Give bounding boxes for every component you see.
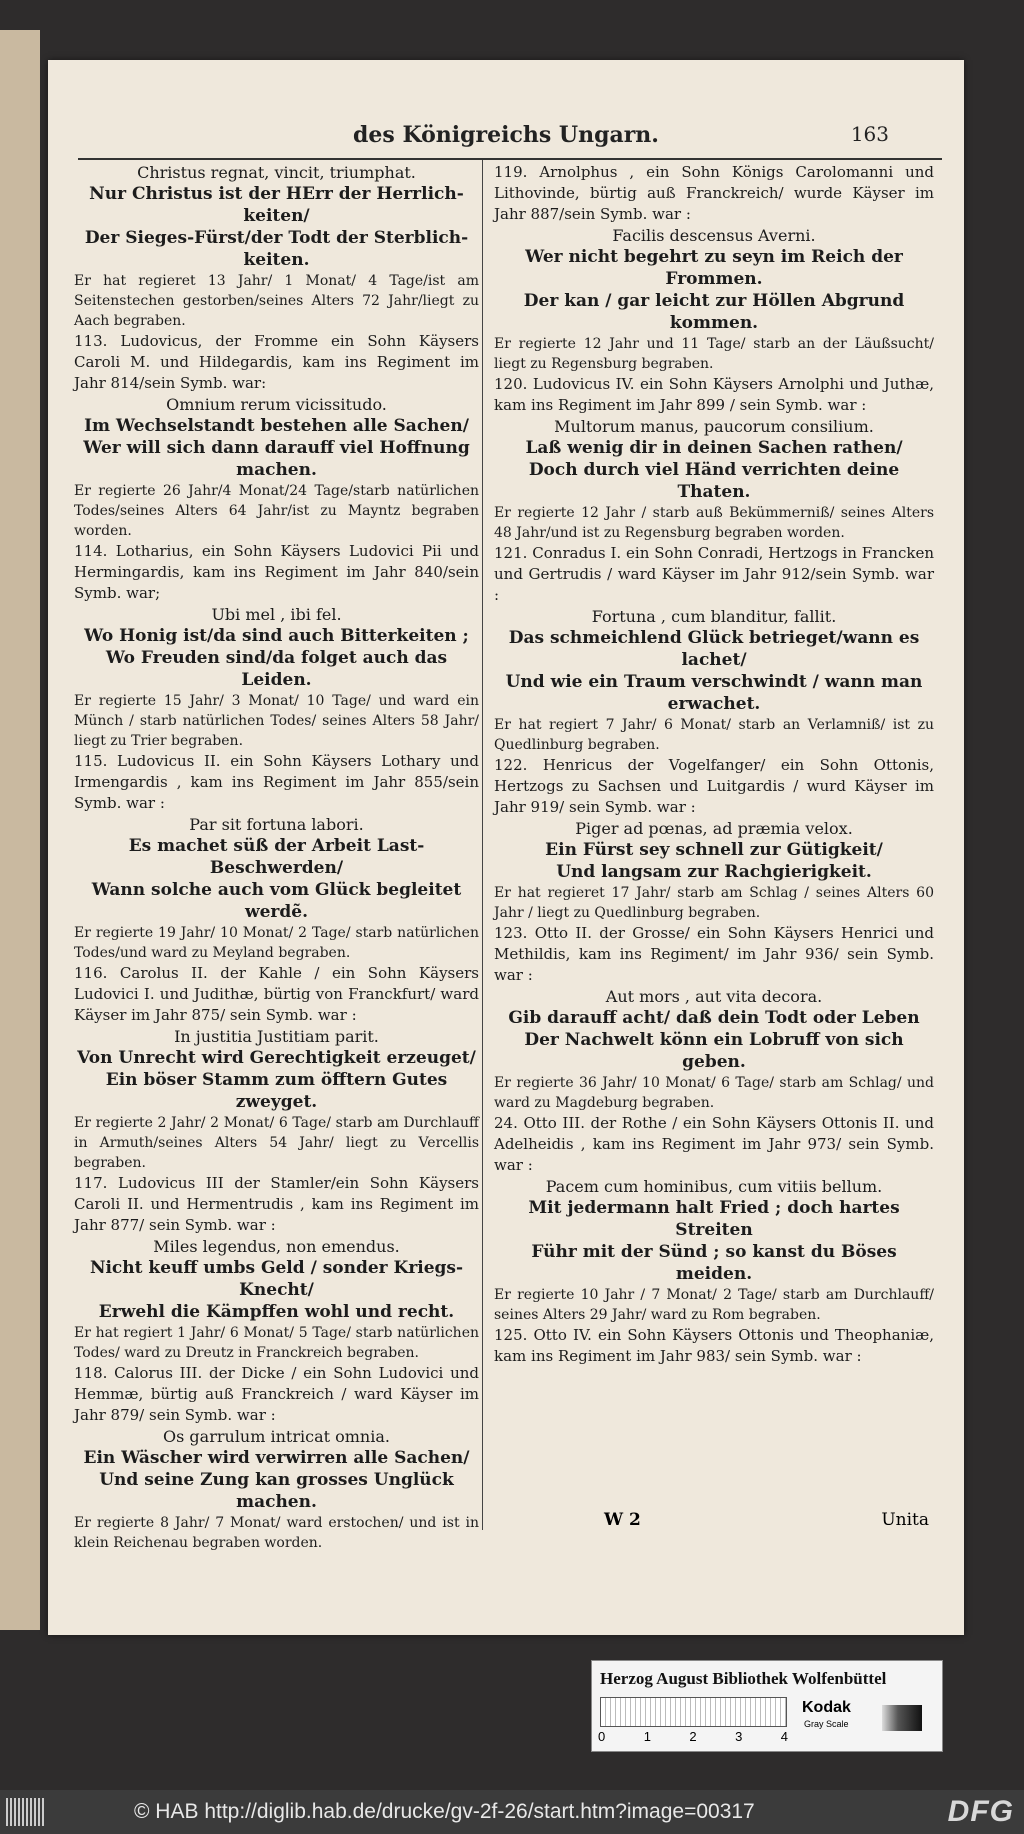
- verse-line: Wer will sich dann darauff viel Hoffnung machen.: [83, 438, 470, 480]
- note-line: Er hat regieret 13 Jahr/ 1 Monat/ 4 Tage/ist am Seitenstechen gestorben/seines Alters 72 Jahr/liegt zu Aach begraben.: [74, 273, 479, 329]
- motto-line: Pacem cum hominibus, cum vitiis bellum.: [545, 1177, 883, 1196]
- note-line: Er regierte 26 Jahr/4 Monat/24 Tage/starb natürlichen Todes/seines Alters 64 Jahr/ist zu Mayntz begraben worden.: [74, 483, 479, 539]
- kodak-logo: Kodak: [802, 1699, 851, 1716]
- verse-line: Ein Fürst sey schnell zur Gütigkeit/: [545, 840, 883, 860]
- barcode-icon: [6, 1798, 46, 1826]
- right-column: [494, 162, 934, 1367]
- verse-line: Nur Christus ist der HErr der Herrlich-keiten/: [89, 184, 464, 226]
- verse-line: Und seine Zung kan grosses Unglück machen.: [99, 1470, 454, 1512]
- book-page: [48, 60, 964, 1635]
- entry-line: 24. Otto III. der Rothe / ein Sohn Käysers Ottonis II. und Adelheidis , kam ins Regiment im Jahr 973/ sein Symb. war :: [494, 1114, 934, 1174]
- previous-page-edge: [0, 30, 40, 1630]
- gray-swatch: [882, 1705, 922, 1731]
- verse-line: Das schmeichlend Glück betrieget/wann es lachet/: [508, 628, 920, 670]
- scale-number: 0: [598, 1729, 606, 1744]
- motto-line: Os garrulum intricat omnia.: [163, 1427, 390, 1446]
- note-line: Er regierte 15 Jahr/ 3 Monat/ 10 Tage/ und ward ein Münch / starb natürlichen Todes/ seines Alters 58 Jahr/ liegt zu Trier begraben.: [74, 693, 479, 749]
- verse-line: Von Unrecht wird Gerechtigkeit erzeuget/: [77, 1048, 476, 1068]
- motto-line: Multorum manus, paucorum consilium.: [554, 417, 874, 436]
- motto-line: Omnium rerum vicissitudo.: [166, 395, 387, 414]
- verse-line: Mit jedermann halt Fried ; doch hartes Streiten: [528, 1198, 900, 1240]
- verse-line: Nicht keuff umbs Geld / sonder Kriegs-Knecht/: [89, 1258, 464, 1300]
- entry-line: 113. Ludovicus, der Fromme ein Sohn Käysers Caroli M. und Hildegardis, kam ins Regiment im Jahr 814/sein Symb. war:: [74, 332, 479, 392]
- verse-line: Wann solche auch vom Glück begleitet werdẽ.: [91, 880, 462, 922]
- entry-line: 121. Conradus I. ein Sohn Conradi, Hertzogs in Francken und Gertrudis / ward Käyser im Jahr 912/sein Symb. war :: [494, 544, 934, 604]
- note-line: Er regierte 8 Jahr/ 7 Monat/ ward erstochen/ und ist in klein Reichenau begraben worden.: [74, 1515, 479, 1551]
- gray-scale-label: Gray Scale: [804, 1719, 849, 1729]
- column-rule: [482, 160, 483, 1530]
- scale-number: 3: [735, 1729, 743, 1744]
- note-line: Er regierte 12 Jahr / starb auß Bekümmerniß/ seines Alters 48 Jahr/und ist zu Regensburg begraben worden.: [494, 505, 934, 541]
- footer-bar: [0, 1790, 1024, 1834]
- entry-line: 114. Lotharius, ein Sohn Käysers Ludovici Pii und Hermingardis, kam ins Regiment im Jahr 840/sein Symb. war;: [74, 542, 479, 602]
- verse-line: Wo Honig ist/da sind auch Bitterkeiten ;: [84, 626, 469, 646]
- page-number: 163: [850, 122, 889, 146]
- note-line: Er regierte 10 Jahr / 7 Monat/ 2 Tage/ starb am Durchlauff/ seines Alters 29 Jahr/ ward zu Rom begraben.: [494, 1287, 934, 1323]
- verse-line: Es machet süß der Arbeit Last-Beschwerden/: [128, 836, 425, 878]
- note-line: Er regierte 2 Jahr/ 2 Monat/ 6 Tage/ starb am Durchlauff in Armuth/seines Alters 54 Jahr/ liegt zu Vercellis begraben.: [74, 1115, 479, 1171]
- verse-line: Wo Freuden sind/da folget auch das Leiden.: [105, 648, 448, 690]
- verse-line: Der Nachwelt könn ein Lobruff von sich geben.: [524, 1030, 904, 1072]
- motto-line: Miles legendus, non emendus.: [153, 1237, 400, 1256]
- entry-line: 119. Arnolphus , ein Sohn Königs Carolomanni und Lithovinde, bürtig auß Franckreich/ wurde Käyser im Jahr 887/sein Symb. war :: [494, 163, 934, 223]
- verse-line: Wer nicht begehrt zu seyn im Reich der Frommen.: [525, 247, 903, 289]
- verse-line: Laß wenig dir in deinen Sachen rathen/: [525, 438, 903, 458]
- verse-line: Führ mit der Sünd ; so kanst du Böses meiden.: [531, 1242, 897, 1284]
- library-name: Herzog August Bibliothek Wolfenbüttel: [600, 1669, 887, 1688]
- copyright-link[interactable]: © HAB http://diglib.hab.de/drucke/gv-2f-26/start.htm?image=00317: [134, 1800, 755, 1823]
- entry-line: 120. Ludovicus IV. ein Sohn Käysers Arnolphi und Juthæ, kam ins Regiment im Jahr 899 / sein Symb. war :: [494, 375, 934, 414]
- verse-line: Im Wechselstandt bestehen alle Sachen/: [84, 416, 469, 436]
- library-label-card: [591, 1660, 943, 1752]
- header-rule: [78, 158, 942, 160]
- entry-line: 125. Otto IV. ein Sohn Käysers Ottonis und Theophaniæ, kam ins Regiment im Jahr 983/ sein Symb. war :: [494, 1326, 934, 1365]
- motto-line: In justitia Justitiam parit.: [174, 1027, 379, 1046]
- running-header: [78, 122, 934, 148]
- entry-line: 118. Calorus III. der Dicke / ein Sohn Ludovici und Hemmæ, bürtig auß Franckreich / ward Käyser im Jahr 879/ sein Symb. war :: [74, 1364, 479, 1424]
- verse-line: Erwehl die Kämpffen wohl und recht.: [98, 1302, 455, 1322]
- note-line: Er hat regiert 1 Jahr/ 6 Monat/ 5 Tage/ starb natürlichen Todes/ ward zu Dreutz in Franckreich begraben.: [74, 1325, 479, 1361]
- note-line: Er regierte 19 Jahr/ 10 Monat/ 2 Tage/ starb natürlichen Todes/und ward zu Meyland begraben.: [74, 925, 479, 961]
- entry-line: 117. Ludovicus III der Stamler/ein Sohn Käysers Caroli II. und Hermentrudis , kam ins Regiment im Jahr 877/ sein Symb. war :: [74, 1174, 479, 1234]
- signature-mark: W 2: [604, 1510, 641, 1530]
- note-line: Er hat regieret 17 Jahr/ starb am Schlag / seines Alters 60 Jahr / liegt zu Quedlinburg begraben.: [494, 885, 934, 921]
- verse-line: Gib darauff acht/ daß dein Todt oder Leben: [508, 1008, 920, 1028]
- motto-line: Christus regnat, vincit, triumphat.: [137, 163, 416, 182]
- motto-line: Par sit fortuna labori.: [189, 815, 364, 834]
- note-line: Er regierte 12 Jahr und 11 Tage/ starb an der Läußsucht/ liegt zu Regensburg begraben.: [494, 336, 934, 372]
- motto-line: Aut mors , aut vita decora.: [605, 987, 823, 1006]
- entry-line: 116. Carolus II. der Kahle / ein Sohn Käysers Ludovici I. und Judithæ, bürtig von Franckfurt/ ward Käyser im Jahr 875/ sein Symb. war :: [74, 964, 479, 1024]
- scale-number: 4: [780, 1729, 788, 1744]
- scale-numbers: [598, 1729, 788, 1744]
- verse-line: Der Sieges-Fürst/der Todt der Sterblich-keiten.: [84, 228, 469, 270]
- verse-line: Der kan / gar leicht zur Höllen Abgrund kommen.: [523, 291, 905, 333]
- motto-line: Fortuna , cum blanditur, fallit.: [591, 607, 837, 626]
- scale-number: 1: [643, 1729, 651, 1744]
- running-title: des Königreichs Ungarn.: [353, 122, 659, 148]
- verse-line: Doch durch viel Händ verrichten deine Thaten.: [528, 460, 900, 502]
- dfg-logo: DFG: [947, 1795, 1014, 1828]
- entry-line: 123. Otto II. der Grosse/ ein Sohn Käysers Henrici und Methildis, kam ins Regiment/ im Jahr 936/ sein Symb. war :: [494, 924, 934, 984]
- catchword: Unita: [881, 1510, 929, 1530]
- motto-line: Piger ad pœnas, ad præmia velox.: [575, 819, 853, 838]
- verse-line: Ein böser Stamm zum öfftern Gutes zweyget.: [105, 1070, 448, 1112]
- verse-line: Und wie ein Traum verschwindt / wann man erwachet.: [505, 672, 923, 714]
- motto-line: Facilis descensus Averni.: [612, 226, 816, 245]
- left-column: [74, 162, 479, 1553]
- gray-scale-bar: [600, 1697, 787, 1727]
- motto-line: Ubi mel , ibi fel.: [211, 605, 342, 624]
- note-line: Er hat regiert 7 Jahr/ 6 Monat/ starb an Verlamniß/ ist zu Quedlinburg begraben.: [494, 717, 934, 753]
- verse-line: Ein Wäscher wird verwirren alle Sachen/: [83, 1448, 470, 1468]
- entry-line: 122. Henricus der Vogelfanger/ ein Sohn Ottonis, Hertzogs zu Sachsen und Luitgardis / wurd Käyser im Jahr 919/ sein Symb. war :: [494, 756, 934, 816]
- verse-line: Und langsam zur Rachgierigkeit.: [556, 862, 872, 882]
- note-line: Er regierte 36 Jahr/ 10 Monat/ 6 Tage/ starb am Schlag/ und ward zu Magdeburg begraben.: [494, 1075, 934, 1111]
- entry-line: 115. Ludovicus II. ein Sohn Käysers Lothary und Irmengardis , kam ins Regiment im Jahr 855/sein Symb. war :: [74, 752, 479, 812]
- scale-number: 2: [689, 1729, 697, 1744]
